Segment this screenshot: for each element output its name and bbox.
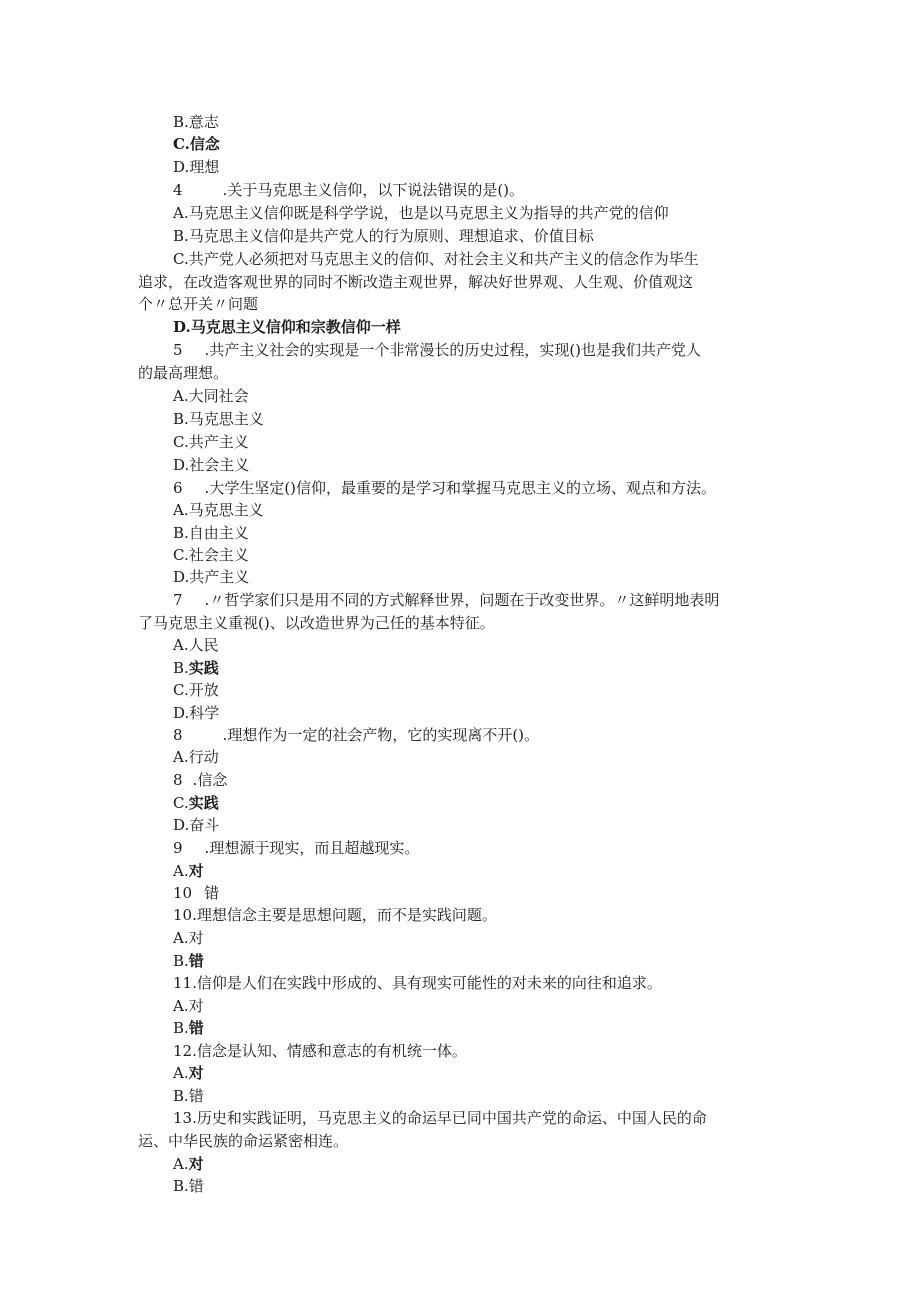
option-line: B.错 — [173, 1177, 204, 1195]
option-line: D.共产主义 — [173, 568, 250, 586]
option-line-answer — [173, 792, 219, 814]
option-line-answer — [173, 860, 204, 882]
question-text: .共产主义社会的实现是一个非常漫长的历史过程，实现()也是我们共产党人 — [204, 341, 702, 359]
option-line: D.奋斗 — [173, 816, 220, 834]
question-text-continued: 了马克思主义重视()、以改造世界为己任的基本特征。 — [138, 614, 495, 632]
question-11: 11.信仰是人们在实践中形成的、具有现实可能性的对未来的向往和追求。 — [173, 974, 662, 992]
question-text: .关于马克思主义信仰，以下说法错误的是()。 — [222, 181, 525, 199]
option-line: B.马克思主义信仰是共产党人的行为原则、理想追求、价值目标 — [173, 227, 594, 245]
question-13: 13.历史和实践证明，马克思主义的命运早已同中国共产党的命运、中国人民的命 — [173, 1109, 707, 1127]
option-line: A.马克思主义信仰既是科学学说，也是以马克思主义为指导的共产党的信仰 — [173, 204, 669, 222]
question-4 — [173, 179, 524, 201]
option-letter: B. — [173, 952, 189, 970]
option-line-answer — [173, 1017, 204, 1039]
option-text: 错 — [204, 884, 220, 902]
question-8 — [173, 724, 539, 746]
option-line: C.共产主义 — [173, 433, 249, 451]
option-line: B.错 — [173, 1087, 204, 1105]
question-text: .理想源于现实，而且超越现实。 — [204, 839, 420, 857]
option-line: A.马克思主义 — [173, 501, 264, 519]
answer-text: 对 — [188, 1155, 204, 1173]
question-number: 5 — [173, 341, 183, 359]
option-letter: A. — [173, 1064, 189, 1082]
option-line: D.理想 — [173, 158, 220, 176]
option-line-answer: C.信念 — [173, 135, 220, 153]
option-line: B.自由主义 — [173, 524, 249, 542]
option-line: A.对 — [173, 997, 204, 1015]
option-number: 10 — [173, 884, 193, 902]
question-text-continued: 运、中华民族的命运紧密相连。 — [138, 1132, 349, 1150]
option-line-answer: D.马克思主义信仰和宗教信仰一样 — [173, 318, 401, 336]
option-line: B.意志 — [173, 113, 219, 131]
option-number: 8 — [173, 771, 183, 789]
answer-text: 对 — [188, 1064, 204, 1082]
option-letter: B. — [173, 659, 189, 677]
option-line: C.社会主义 — [173, 546, 249, 564]
option-letter: C. — [173, 794, 189, 812]
option-line-continued: 追求，在改造客观世界的同时不断改造主观世界，解决好世界观、人生观、价值观这 — [138, 273, 694, 291]
option-line: D.科学 — [173, 704, 220, 722]
question-9 — [173, 837, 419, 859]
question-number: 4 — [173, 181, 183, 199]
question-number: 8 — [173, 726, 183, 744]
option-line-continued: 个〃总开关〃问题 — [138, 295, 259, 313]
question-12: 12.信念是认知、情感和意志的有机统一体。 — [173, 1042, 467, 1060]
question-10: 10.理想信念主要是思想问题，而不是实践问题。 — [173, 906, 497, 924]
answer-text: 对 — [188, 862, 204, 880]
option-line-answer — [173, 657, 219, 679]
answer-text: 实践 — [188, 659, 219, 677]
option-text: .信念 — [192, 771, 228, 789]
option-letter: A. — [173, 1155, 189, 1173]
question-text: .理想作为一定的社会产物，它的实现离不开()。 — [222, 726, 540, 744]
option-line: C.共产党人必须把对马克思主义的信仰、对社会主义和共产主义的信念作为毕生 — [173, 250, 699, 268]
question-5 — [173, 339, 701, 361]
question-number: 9 — [173, 839, 183, 857]
option-line: D.社会主义 — [173, 456, 250, 474]
option-letter: B. — [173, 1019, 189, 1037]
option-letter: A. — [173, 862, 189, 880]
answer-text: 实践 — [188, 794, 219, 812]
option-line-answer — [173, 1153, 204, 1175]
question-number: 6 — [173, 479, 183, 497]
answer-text: 错 — [188, 952, 204, 970]
option-line: A.人民 — [173, 636, 219, 654]
option-line — [173, 882, 219, 904]
question-7 — [173, 589, 719, 611]
option-line: A.大同社会 — [173, 387, 249, 405]
option-line — [173, 769, 227, 791]
option-line-answer — [173, 950, 204, 972]
answer-text: 错 — [188, 1019, 204, 1037]
option-line: A.对 — [173, 929, 204, 947]
question-6 — [173, 477, 716, 499]
option-line: A.行动 — [173, 748, 219, 766]
option-line: B.马克思主义 — [173, 410, 264, 428]
question-text: .大学生坚定()信仰，最重要的是学习和掌握马克思主义的立场、观点和方法。 — [204, 479, 717, 497]
question-text-continued: 的最高理想。 — [138, 364, 229, 382]
option-line-answer — [173, 1062, 204, 1084]
option-line: C.开放 — [173, 681, 219, 699]
question-number: 7 — [173, 591, 183, 609]
question-text: .〃哲学家们只是用不同的方式解释世界，问题在于改变世界。〃这鲜明地表明 — [204, 591, 720, 609]
